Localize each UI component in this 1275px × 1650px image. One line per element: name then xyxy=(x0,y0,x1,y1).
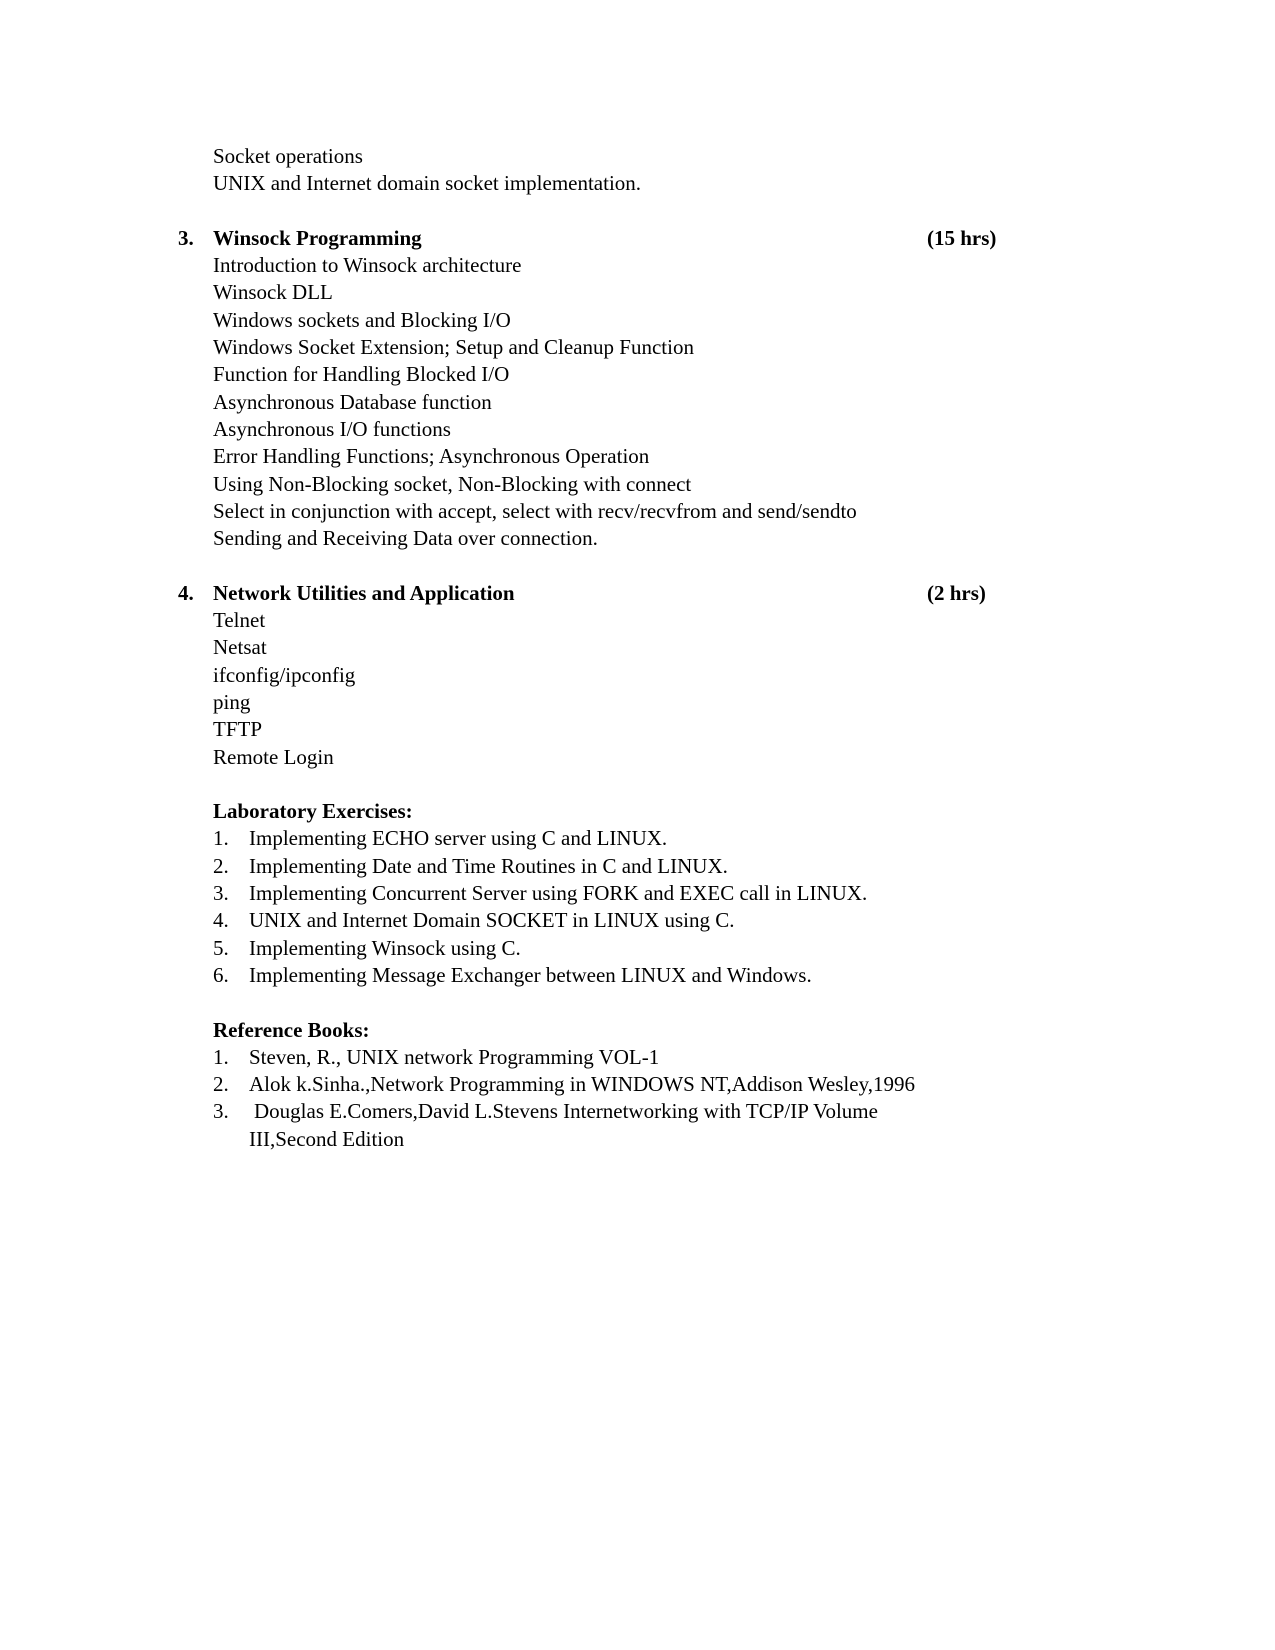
intro-line: Socket operations xyxy=(213,144,363,168)
lab-heading: Laboratory Exercises: xyxy=(213,799,413,824)
topic-item: Function for Handling Blocked I/O xyxy=(213,362,510,387)
lab-exercise-item: 6. Implementing Message Exchanger between LINUX and Windows. xyxy=(213,962,812,987)
topic-item: TFTP xyxy=(213,717,263,742)
topic-item: ping xyxy=(213,689,251,714)
topic-item: ifconfig/ipconfig xyxy=(213,662,356,687)
topic-item: Sending and Receiving Data over connection. xyxy=(213,526,598,551)
lab-exercise-item: 5. Implementing Winsock using C. xyxy=(213,935,521,960)
topic-item: Introduction to Winsock architecture xyxy=(213,253,522,278)
reference-item: 2. Alok k.Sinha.,Network Programming in WINDOWS NT,Addison Wesley,1996 xyxy=(213,1072,915,1097)
lab-exercise-item: 2. Implementing Date and Time Routines in C and LINUX. xyxy=(213,853,728,878)
topic-item: Windows sockets and Blocking I/O xyxy=(213,307,511,332)
topic-item: Remote Login xyxy=(213,744,334,769)
topic-item: Select in conjunction with accept, select with recv/recvfrom and send/sendto xyxy=(213,498,857,523)
topic-item: Asynchronous Database function xyxy=(213,389,492,414)
topic-item: Windows Socket Extension; Setup and Cleanup Function xyxy=(213,335,694,360)
reference-item: 3. Douglas E.Comers,David L.Stevens Internetworking with TCP/IP Volume xyxy=(213,1099,878,1124)
reference-item-continuation: III,Second Edition xyxy=(249,1126,405,1151)
lab-exercise-item: 1. Implementing ECHO server using C and LINUX. xyxy=(213,826,668,851)
lab-exercise-item: 3. Implementing Concurrent Server using FORK and EXEC call in LINUX. xyxy=(213,881,868,906)
topic-item: Netsat xyxy=(213,635,267,660)
refs-heading: Reference Books: xyxy=(213,1017,370,1042)
lab-exercise-item: 4. UNIX and Internet Domain SOCKET in LINUX using C. xyxy=(213,908,735,933)
section-heading-3: 3. Winsock Programming (15 hrs) xyxy=(178,225,997,250)
topic-item: Telnet xyxy=(213,608,266,633)
topic-item: Asynchronous I/O functions xyxy=(213,416,451,441)
document-page xyxy=(0,143,1275,1153)
topic-item: Using Non-Blocking socket, Non-Blocking with connect xyxy=(213,471,692,496)
section-heading-4: 4. Network Utilities and Application (2 hrs) xyxy=(178,580,986,605)
topic-item: Winsock DLL xyxy=(213,280,333,305)
intro-line: UNIX and Internet domain socket implementation. xyxy=(213,171,642,196)
reference-item: 1. Steven, R., UNIX network Programming VOL-1 xyxy=(213,1044,660,1069)
topic-item: Error Handling Functions; Asynchronous Operation xyxy=(213,444,650,469)
